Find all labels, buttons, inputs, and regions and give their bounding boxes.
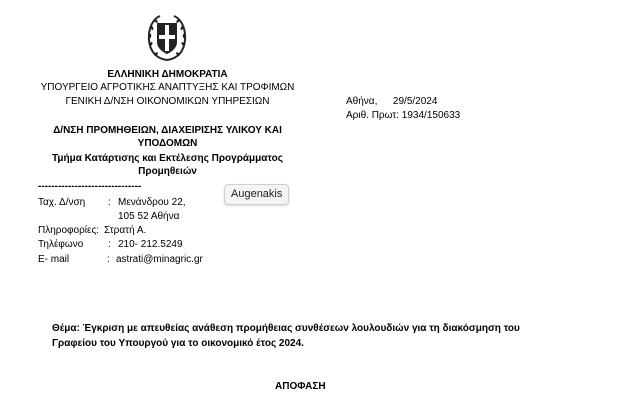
document-date: 29/5/2024 (392, 96, 438, 107)
contact-row-phone (0, 238, 300, 251)
contact-row-address-city (0, 210, 300, 223)
directorate-line-1: Δ/ΝΣΗ ΠΡΟΜΗΘΕΙΩΝ, ΔΙΑΧΕΙΡΙΣΗΣ ΥΛΙΚΟΥ ΚΑΙ (53, 125, 282, 136)
country-name: ΕΛΛΗΝΙΚΗ ΔΗΜΟΚΡΑΤΙΑ (107, 69, 228, 80)
department-line-1: Τμήμα Κατάρτισης και Εκτέλεσης Προγράμματος (52, 153, 283, 164)
directorate-line-2: ΥΠΟΔΟΜΩΝ (137, 138, 198, 149)
contact-colon: : (107, 254, 110, 265)
author-annotation-tag[interactable]: Augenakis (224, 184, 289, 205)
contact-row-info (0, 224, 300, 237)
separator-line: ------------------------------- (38, 181, 142, 192)
contact-value: 210- 212.5249 (118, 239, 183, 250)
place-label: Αθήνα, (346, 96, 378, 107)
greek-coat-of-arms-icon (147, 14, 187, 62)
subject-line-2: Γραφείου του Υπουργού για το οικονομικό έτος 2024. (52, 338, 304, 349)
protocol-number: 1934/150633 (401, 110, 461, 121)
contact-value: 105 52 Αθήνα (118, 211, 180, 222)
contact-colon: : (96, 225, 99, 236)
general-directorate: ΓΕΝΙΚΗ Δ/ΝΣΗ ΟΙΚΟΝΟΜΙΚΩΝ ΥΠΗΡΕΣΙΩΝ (65, 96, 270, 107)
contact-label: E- mail (38, 254, 70, 265)
contact-value: Μενάνδρου 22, (118, 197, 186, 208)
decision-heading: ΑΠΟΦΑΣΗ (275, 381, 326, 392)
contact-label: Τηλέφωνο (38, 239, 84, 250)
subject-line-1: Θέμα: Έγκριση με απευθείας ανάθεση προμήθειας συνθέσεων λουλουδιών για τη διακόσμηση του (52, 323, 520, 334)
contact-label: Ταχ. Δ/νση (38, 197, 86, 208)
contact-colon: : (108, 239, 111, 250)
ministry-name: ΥΠΟΥΡΓΕΙΟ ΑΓΡΟΤΙΚΗΣ ΑΝΑΠΤΥΞΗΣ ΚΑΙ ΤΡΟΦΙΜΩΝ (40, 82, 295, 93)
contact-label: Πληροφορίες (38, 225, 97, 236)
protocol-number-line (346, 109, 460, 122)
department-line-2: Προμηθειών (138, 166, 197, 177)
protocol-label: Αριθ. Πρωτ: (346, 110, 400, 121)
place-date (346, 95, 437, 108)
contact-value: astrati@minagric.gr (116, 254, 203, 265)
contact-colon: : (108, 197, 111, 208)
contact-value: Στρατή Α. (104, 225, 147, 236)
contact-row-email (0, 253, 300, 266)
